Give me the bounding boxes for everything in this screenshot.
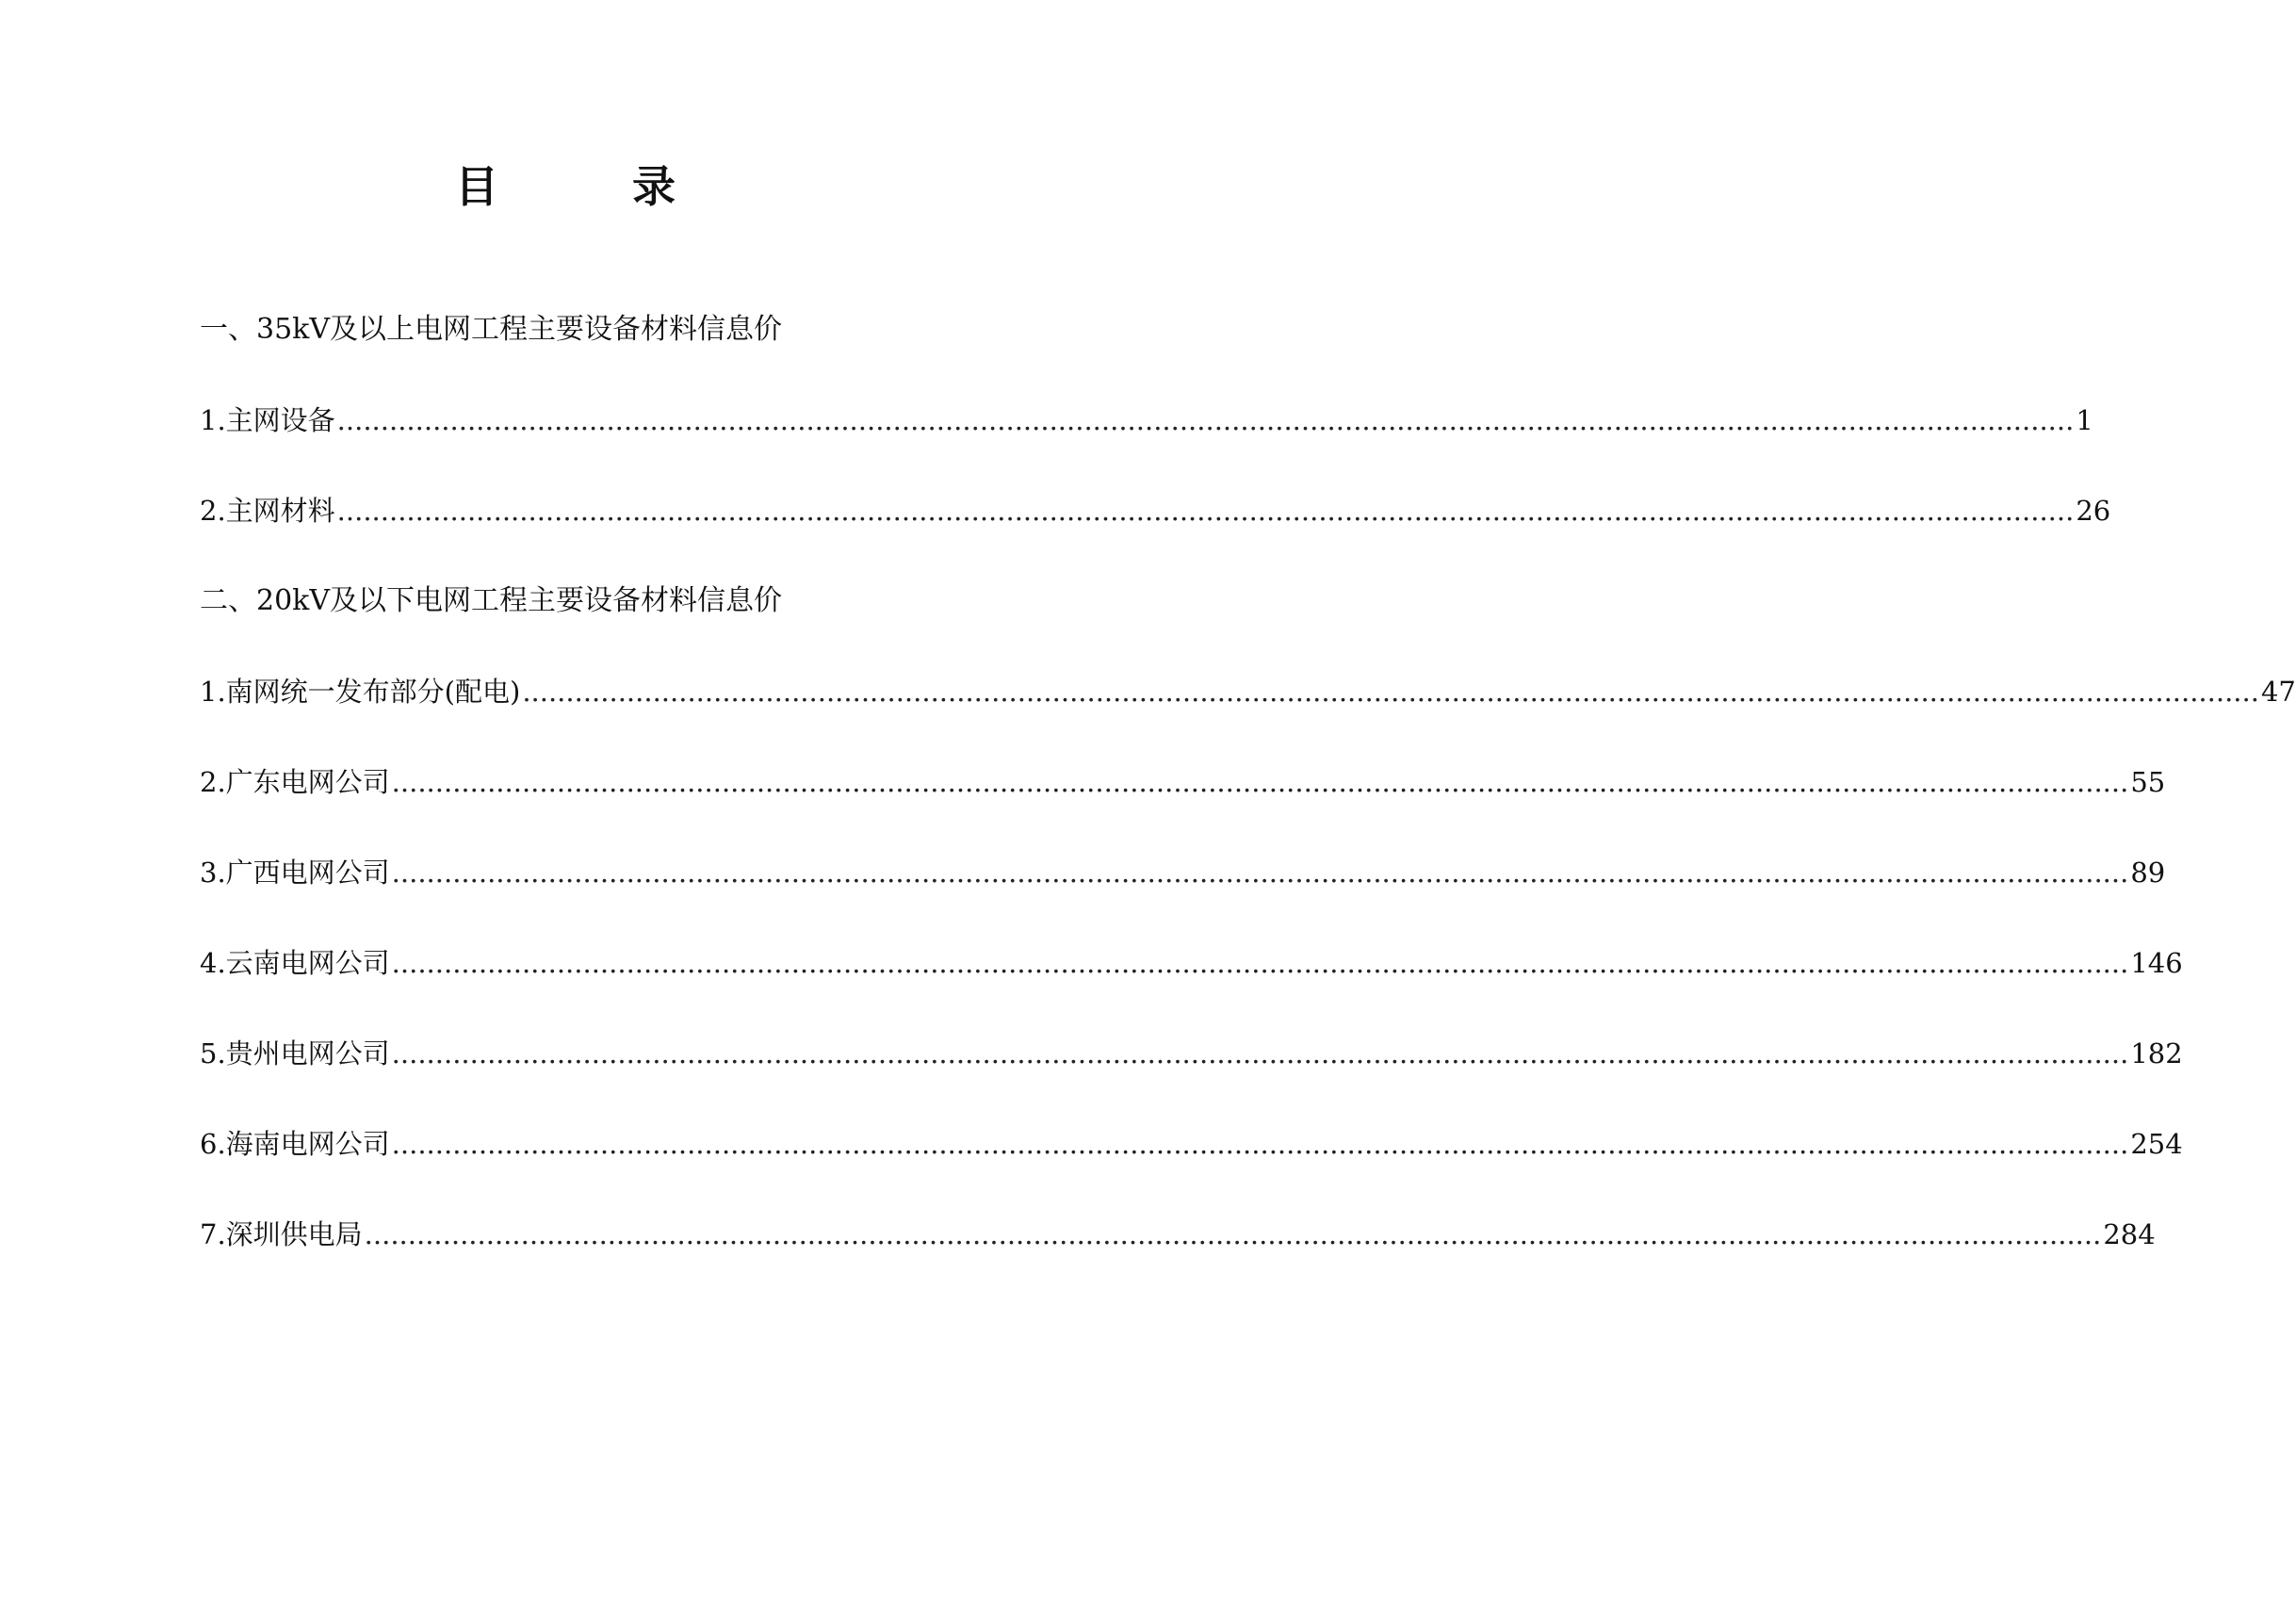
- dot-leader: ........................................................................................................................................................................................................: [391, 857, 2129, 889]
- toc-entry-label: 1.主网设备: [200, 404, 335, 436]
- toc-entry[interactable]: [200, 763, 2166, 854]
- toc-entry-page: 89: [2130, 857, 2166, 889]
- toc-section-heading-2: [200, 582, 963, 673]
- dot-leader: ........................................................................................................................................................................................................: [391, 766, 2129, 798]
- dot-leader: ........................................................................................................................................................................................................: [336, 495, 2075, 527]
- toc-entry[interactable]: [200, 1125, 2183, 1216]
- toc-entry-page: 146: [2130, 947, 2183, 979]
- toc-entry-page: 1: [2076, 404, 2093, 436]
- toc-entry-label: 6.海南电网公司: [200, 1128, 390, 1160]
- toc-section-heading-1: [200, 311, 963, 401]
- toc-entry-page: 47: [2260, 676, 2296, 708]
- toc-entry[interactable]: [200, 492, 2111, 582]
- dot-leader: ........................................................................................................................................................................................................: [391, 947, 2129, 979]
- toc-entry[interactable]: [200, 1035, 2183, 1125]
- toc-entry[interactable]: [200, 854, 2166, 944]
- dot-leader: ........................................................................................................................................................................................................: [391, 1128, 2129, 1160]
- table-of-contents: [200, 311, 2296, 1306]
- toc-entry[interactable]: [200, 673, 2296, 763]
- toc-entry-page: 284: [2103, 1218, 2156, 1250]
- toc-entry-label: 2.主网材料: [200, 495, 335, 527]
- toc-entry-label: 4.云南电网公司: [200, 947, 390, 979]
- toc-entry[interactable]: [200, 401, 2093, 492]
- toc-entry-page: 26: [2076, 495, 2111, 527]
- toc-entry-label: 2.广东电网公司: [200, 766, 390, 798]
- section-heading: 二、20kV及以下电网工程主要设备材料信息价: [200, 584, 783, 617]
- toc-entry-label: 7.深圳供电局: [200, 1218, 363, 1250]
- dot-leader: ........................................................................................................................................................................................................: [391, 1037, 2129, 1069]
- toc-entry-label: 1.南网统一发布部分(配电): [200, 676, 521, 708]
- toc-entry-page: 55: [2130, 766, 2166, 798]
- dot-leader: ........................................................................................................................................................................................................: [364, 1218, 2102, 1250]
- toc-entry-page: 254: [2130, 1128, 2183, 1160]
- page-title: 目 录: [455, 161, 721, 212]
- toc-entry[interactable]: [200, 944, 2183, 1035]
- toc-entry-label: 3.广西电网公司: [200, 857, 390, 889]
- toc-entry-page: 182: [2130, 1037, 2183, 1069]
- section-heading: 一、35kV及以上电网工程主要设备材料信息价: [200, 313, 783, 346]
- toc-entry[interactable]: [200, 1216, 2156, 1306]
- toc-entry-label: 5.贵州电网公司: [200, 1037, 390, 1069]
- dot-leader: ........................................................................................................................................................................................................: [522, 676, 2259, 708]
- dot-leader: ........................................................................................................................................................................................................: [336, 404, 2075, 436]
